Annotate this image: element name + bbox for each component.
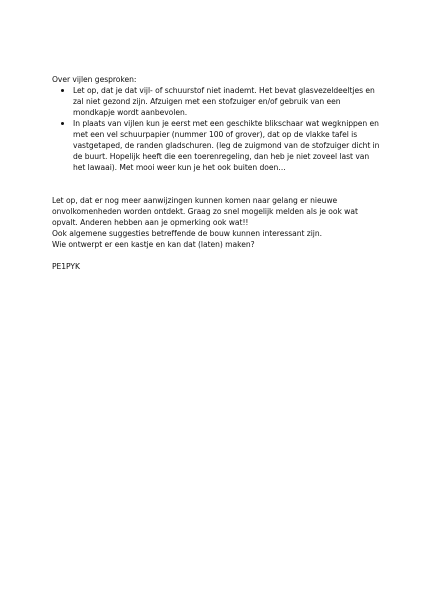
paragraph-spacer: [52, 173, 382, 195]
document-body: [52, 74, 382, 272]
paragraph-question: Wie ontwerpt er een kastje en kan dat (laten) maken?: [52, 240, 255, 249]
bullet-icon: [61, 89, 64, 92]
signature: PE1PYK: [52, 262, 80, 271]
bullet-list: [52, 85, 382, 173]
intro-line: Over vijlen gesproken:: [52, 75, 137, 84]
paragraph-suggestions: Ook algemene suggesties betreffende de bouw kunnen interessant zijn.: [52, 229, 322, 238]
bullet-text: Let op, dat je dat vijl- of schuurstof niet inademt. Het bevat glasvezeldeeltjes en zal niet gezond zijn. Afzuigen met een stofzuiger en/of gebruik van een mondkapje wordt aanbevolen.: [73, 86, 375, 117]
bullet-item-alternative-method: [52, 118, 382, 173]
bullet-text: In plaats van vijlen kun je eerst met een geschikte blikschaar wat wegknippen en met een vel schuurpapier (nummer 100 of grover), dat op de vlakke tafel is vastgetaped, de randen gladschuren. (leg de zuigmond van de stofzuiger dicht in de buurt. Hopelijk heeft die een toerenregeling, dan heb je niet zoveel last van het lawaai). Met mooi weer kun je het ook buiten doen…: [73, 119, 380, 172]
signature-spacer: [52, 250, 382, 261]
bullet-item-inhale-warning: [52, 85, 382, 118]
paragraph-notice: Let op, dat er nog meer aanwijzingen kunnen komen naar gelang er nieuwe onvolkomenheden worden ontdekt. Graag zo snel mogelijk melden als je ook wat opvalt. Anderen hebben aan je opmerking ook wat!!: [52, 196, 358, 227]
bullet-icon: [61, 122, 64, 125]
